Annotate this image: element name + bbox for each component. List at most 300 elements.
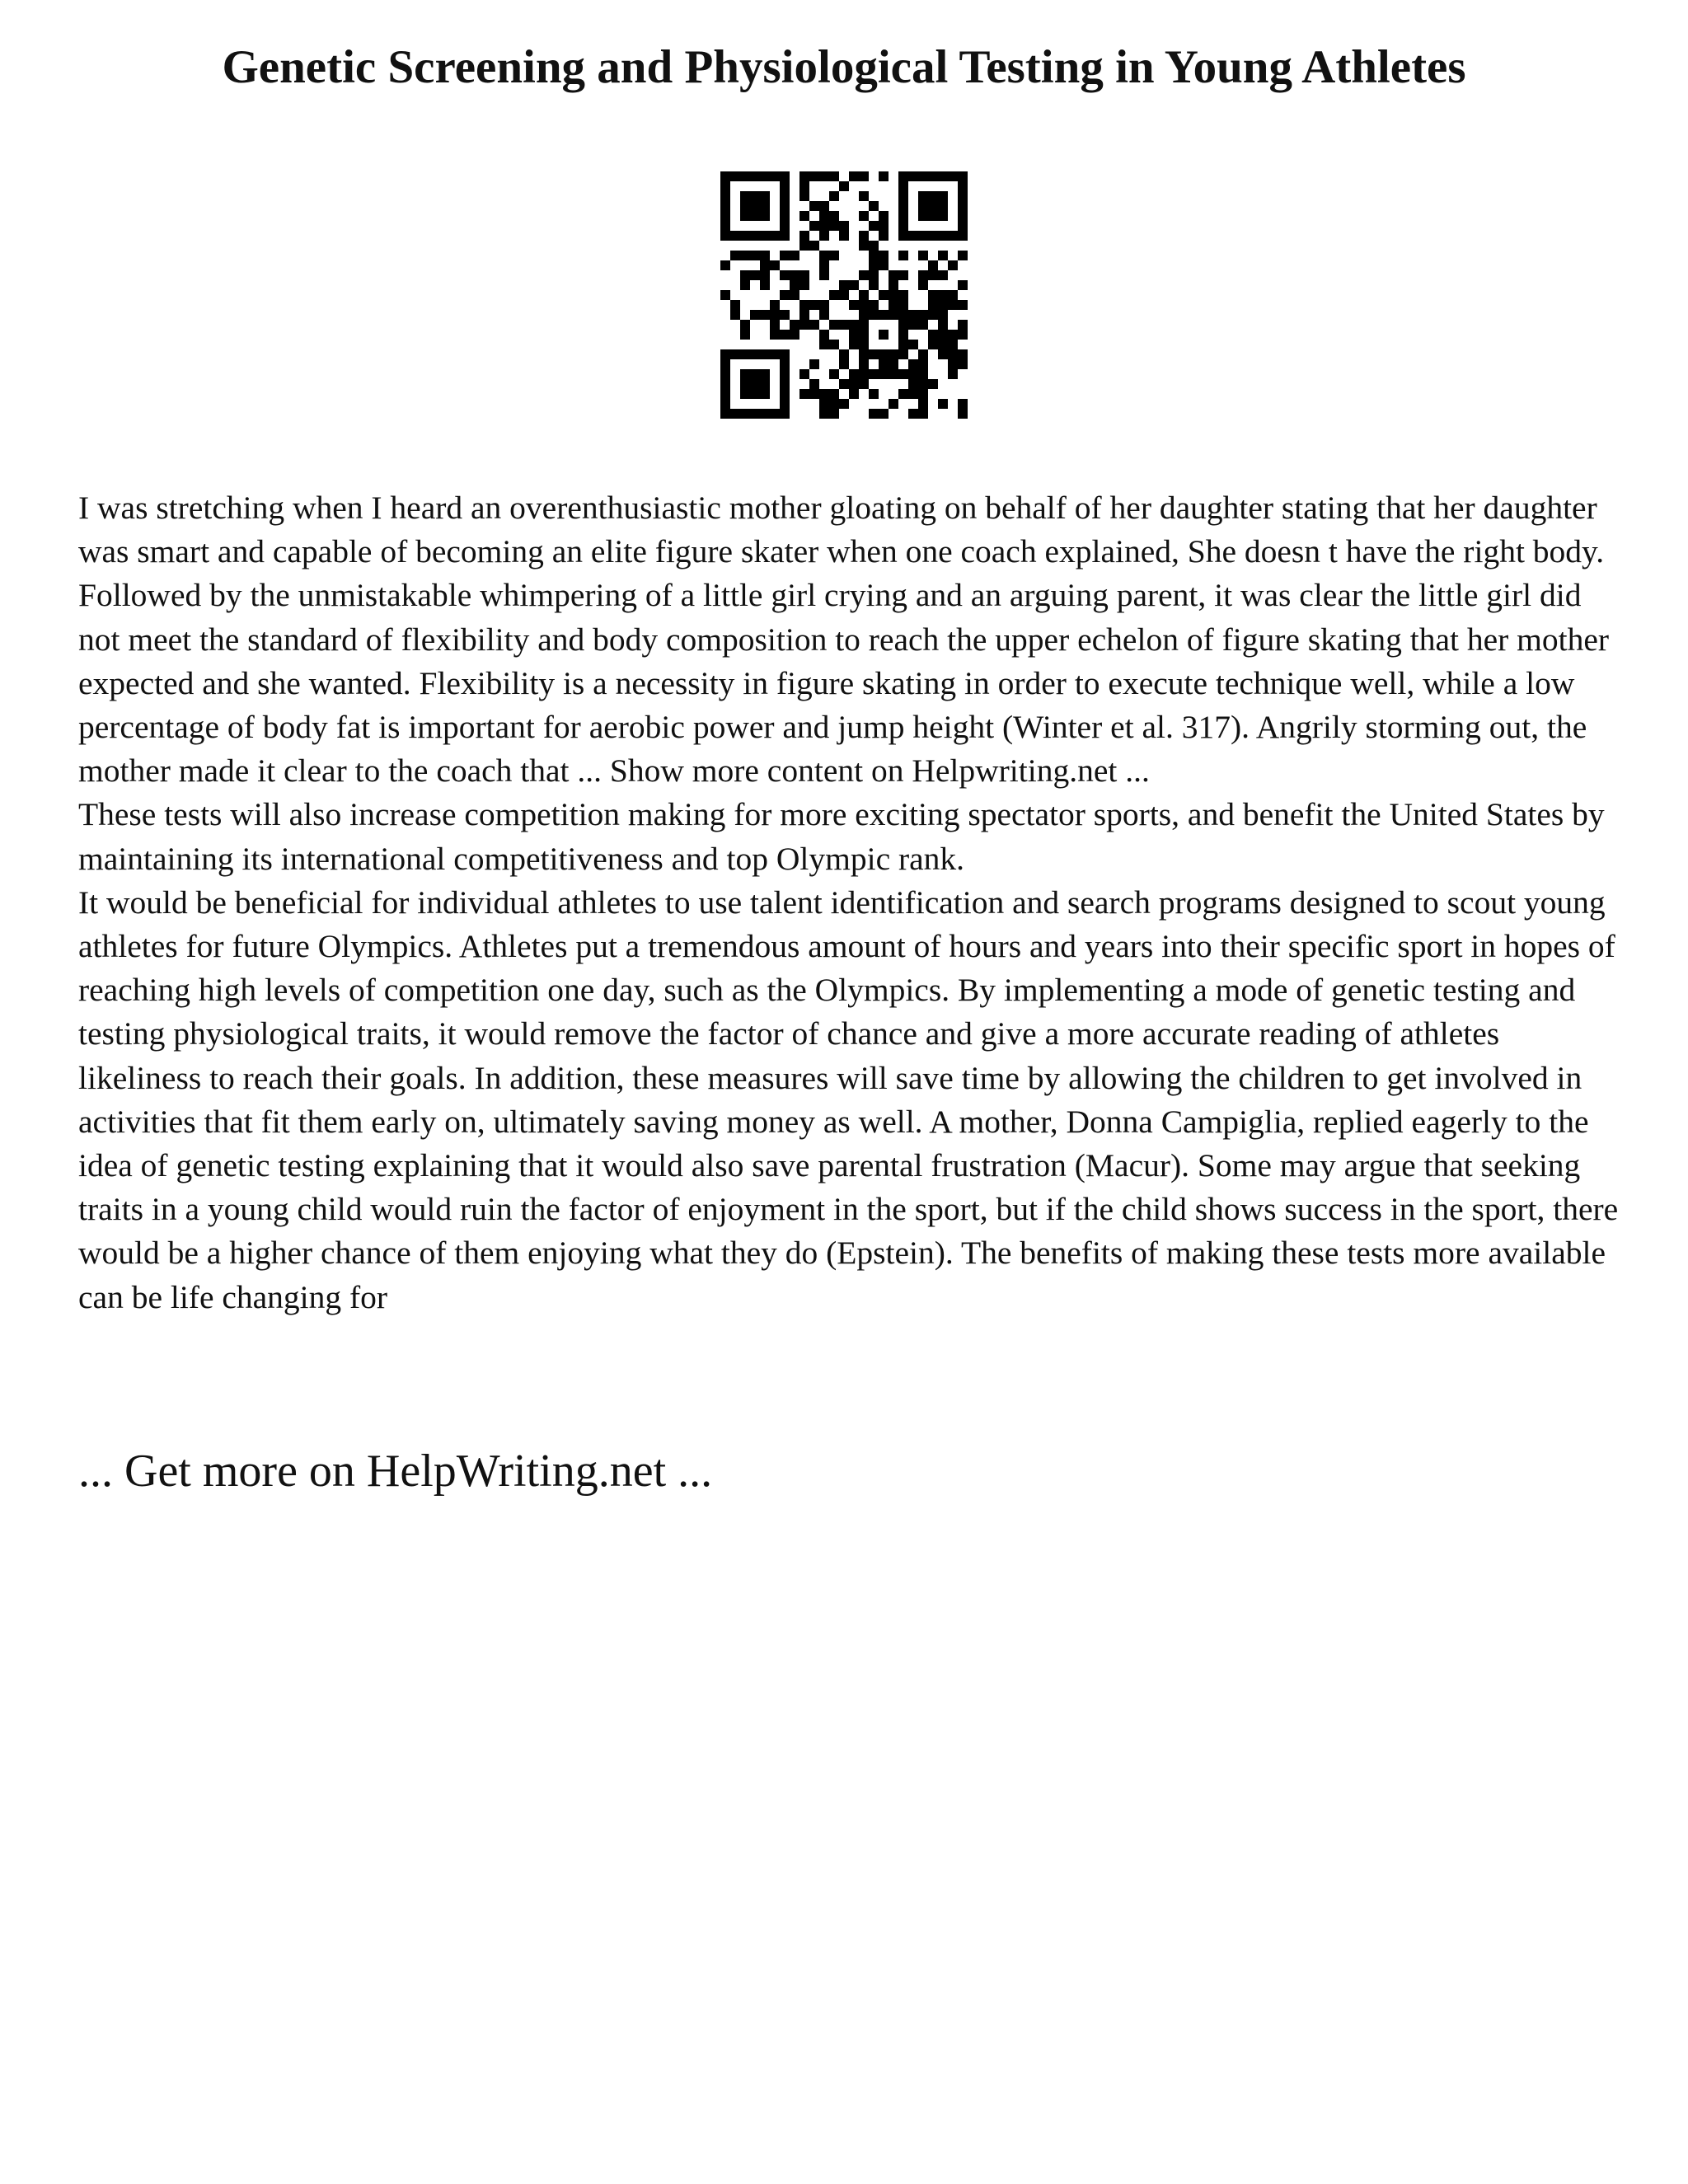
- qr-module: [799, 211, 809, 221]
- qr-module: [958, 359, 968, 369]
- qr-module: [958, 181, 968, 191]
- qr-module: [740, 280, 750, 290]
- qr-module: [859, 241, 869, 251]
- qr-module: [918, 399, 928, 409]
- qr-module: [809, 300, 819, 310]
- qr-module: [819, 171, 829, 181]
- qr-module: [819, 340, 829, 349]
- qr-module: [918, 171, 928, 181]
- qr-module: [898, 389, 908, 399]
- qr-module: [889, 300, 898, 310]
- qr-module: [770, 349, 780, 359]
- qr-module: [829, 409, 839, 419]
- qr-module: [740, 330, 750, 340]
- qr-module: [780, 270, 790, 280]
- qr-module: [908, 171, 918, 181]
- qr-module: [829, 251, 839, 260]
- qr-module: [898, 340, 908, 349]
- qr-module: [928, 379, 938, 389]
- qr-module: [898, 290, 908, 300]
- qr-module: [809, 201, 819, 211]
- qr-module: [849, 300, 859, 310]
- qr-module: [839, 280, 849, 290]
- qr-module: [859, 171, 869, 181]
- qr-module: [780, 310, 790, 320]
- qr-module: [948, 231, 958, 241]
- qr-module: [809, 359, 819, 369]
- qr-module: [730, 231, 740, 241]
- qr-module: [720, 399, 730, 409]
- qr-module: [819, 310, 829, 320]
- qr-module: [928, 270, 938, 280]
- qr-module: [750, 201, 760, 211]
- qr-module: [869, 409, 879, 419]
- qr-module: [770, 300, 780, 310]
- qr-module: [740, 270, 750, 280]
- qr-module: [760, 211, 770, 221]
- qr-module: [938, 201, 948, 211]
- qr-module: [819, 211, 829, 221]
- qr-module: [799, 389, 809, 399]
- qr-module: [859, 290, 869, 300]
- qr-module: [898, 231, 908, 241]
- qr-module: [760, 251, 770, 260]
- qr-module: [859, 300, 869, 310]
- qr-module: [839, 349, 849, 359]
- qr-module: [819, 300, 829, 310]
- qr-module: [958, 280, 968, 290]
- qr-module: [918, 409, 928, 419]
- qr-module: [799, 231, 809, 241]
- qr-module: [809, 171, 819, 181]
- qr-module: [948, 260, 958, 270]
- qr-module: [859, 191, 869, 201]
- qr-module: [908, 320, 918, 330]
- qr-module: [879, 409, 889, 419]
- qr-module: [720, 171, 730, 181]
- qr-module: [750, 211, 760, 221]
- qr-module: [720, 409, 730, 419]
- qr-module: [948, 349, 958, 359]
- qr-module: [879, 359, 889, 369]
- qr-module: [928, 171, 938, 181]
- qr-module: [869, 389, 879, 399]
- qr-module: [879, 211, 889, 221]
- qr-module: [740, 409, 750, 419]
- qr-module: [879, 231, 889, 241]
- qr-module: [869, 300, 879, 310]
- qr-module: [898, 349, 908, 359]
- qr-module: [938, 349, 948, 359]
- qr-module: [918, 201, 928, 211]
- qr-module: [938, 231, 948, 241]
- qr-module: [819, 201, 829, 211]
- qr-module: [799, 181, 809, 191]
- qr-module: [770, 231, 780, 241]
- qr-module: [869, 241, 879, 251]
- qr-module: [740, 191, 750, 201]
- qr-module: [908, 389, 918, 399]
- qr-module: [948, 330, 958, 340]
- qr-module: [770, 171, 780, 181]
- qr-module: [869, 349, 879, 359]
- qr-module: [740, 251, 750, 260]
- qr-module: [829, 320, 839, 330]
- qr-module: [938, 310, 948, 320]
- qr-module: [918, 369, 928, 379]
- qr-module: [869, 201, 879, 211]
- qr-module: [898, 171, 908, 181]
- qr-module: [799, 191, 809, 201]
- qr-module: [918, 349, 928, 359]
- qr-module: [869, 260, 879, 270]
- qr-module: [740, 231, 750, 241]
- qr-module: [958, 330, 968, 340]
- qr-module: [869, 280, 879, 290]
- qr-module: [958, 300, 968, 310]
- qr-module: [908, 379, 918, 389]
- qr-module: [799, 320, 809, 330]
- qr-module: [780, 181, 790, 191]
- qr-module: [898, 211, 908, 221]
- qr-module: [829, 211, 839, 221]
- qr-module: [928, 310, 938, 320]
- qr-module: [780, 399, 790, 409]
- qr-module: [829, 399, 839, 409]
- qr-module: [859, 310, 869, 320]
- qr-module: [898, 270, 908, 280]
- qr-module: [839, 359, 849, 369]
- qr-module: [819, 221, 829, 231]
- qr-module: [869, 369, 879, 379]
- qr-module: [928, 211, 938, 221]
- qr-module: [859, 211, 869, 221]
- qr-module: [928, 260, 938, 270]
- qr-module: [869, 310, 879, 320]
- qr-module: [740, 349, 750, 359]
- qr-module: [819, 409, 829, 419]
- qr-module: [859, 340, 869, 349]
- qr-module: [938, 330, 948, 340]
- qr-module: [760, 201, 770, 211]
- qr-module: [780, 171, 790, 181]
- qr-module: [799, 270, 809, 280]
- qr-module: [750, 231, 760, 241]
- qr-module: [938, 191, 948, 201]
- qr-module: [750, 270, 760, 280]
- qr-module: [799, 369, 809, 379]
- qr-module: [780, 379, 790, 389]
- qr-module: [958, 201, 968, 211]
- qr-module: [898, 330, 908, 340]
- qr-module: [760, 310, 770, 320]
- qr-module: [790, 330, 799, 340]
- qr-module: [760, 260, 770, 270]
- qr-module: [889, 369, 898, 379]
- qr-module: [780, 201, 790, 211]
- qr-module: [829, 389, 839, 399]
- qr-module: [780, 389, 790, 399]
- qr-module: [938, 399, 948, 409]
- qr-module: [958, 221, 968, 231]
- qr-module: [958, 191, 968, 201]
- qr-module: [879, 260, 889, 270]
- qr-module: [720, 191, 730, 201]
- qr-module: [780, 211, 790, 221]
- qr-module: [918, 379, 928, 389]
- qr-module: [898, 320, 908, 330]
- qr-module: [869, 221, 879, 231]
- qr-module: [780, 290, 790, 300]
- qr-module: [958, 320, 968, 330]
- qr-module: [839, 221, 849, 231]
- qr-module: [750, 389, 760, 399]
- qr-module: [908, 369, 918, 379]
- qr-module: [780, 191, 790, 201]
- qr-module: [898, 251, 908, 260]
- qr-module: [908, 340, 918, 349]
- qr-module: [918, 211, 928, 221]
- qr-module: [720, 290, 730, 300]
- qr-module: [760, 280, 770, 290]
- qr-module: [918, 320, 928, 330]
- qr-module: [839, 231, 849, 241]
- qr-module: [760, 389, 770, 399]
- qr-module: [849, 280, 859, 290]
- qr-module: [849, 171, 859, 181]
- qr-module: [948, 290, 958, 300]
- qr-module: [780, 359, 790, 369]
- qr-module: [849, 340, 859, 349]
- qr-module: [770, 320, 780, 330]
- qr-module: [839, 399, 849, 409]
- qr-module: [958, 251, 968, 260]
- qr-module: [879, 171, 889, 181]
- qr-module: [720, 349, 730, 359]
- qr-module: [938, 290, 948, 300]
- qr-module: [938, 300, 948, 310]
- qr-module: [889, 280, 898, 290]
- qr-module: [908, 310, 918, 320]
- qr-module: [720, 369, 730, 379]
- qr-module: [938, 320, 948, 330]
- qr-module: [879, 349, 889, 359]
- qr-module: [849, 379, 859, 389]
- qr-module: [859, 231, 869, 241]
- qr-module: [819, 260, 829, 270]
- qr-module: [799, 280, 809, 290]
- qr-module: [750, 191, 760, 201]
- paragraph-intro: I was stretching when I heard an overenthusiastic mother gloating on behalf of her daughter stating that her daughter was smart and capable of becoming an elite figure skater when one coach explained, She doesn t have the right body. Followed by the unmistakable whimpering of a little girl crying and an arguing parent, it was clear the little girl did not meet the standard of flexibility and body composition to reach the upper echelon of figure skating that her mother expected and she wanted. Flexibility is a necessity in figure skating in order to execute technique well, while a low percentage of body fat is important for aerobic power and jump height (Winter et al. 317). Angrily storming out, the mother made it clear to the coach that ... Show more content on Helpwriting.net ...: [78, 490, 1610, 790]
- qr-module: [720, 181, 730, 191]
- qr-module: [898, 181, 908, 191]
- qr-module: [750, 379, 760, 389]
- qr-module: [908, 409, 918, 419]
- qr-module: [760, 369, 770, 379]
- qr-module: [918, 270, 928, 280]
- qr-module: [740, 211, 750, 221]
- qr-module: [918, 251, 928, 260]
- qr-module: [740, 201, 750, 211]
- qr-module: [720, 389, 730, 399]
- qr-module: [770, 310, 780, 320]
- qr-module: [869, 251, 879, 260]
- qr-module: [889, 310, 898, 320]
- qr-module: [889, 270, 898, 280]
- qr-module: [780, 349, 790, 359]
- qr-module: [849, 369, 859, 379]
- qr-module: [948, 300, 958, 310]
- qr-module: [849, 389, 859, 399]
- qr-module: [750, 171, 760, 181]
- qr-module: [809, 221, 819, 231]
- qr-module: [720, 201, 730, 211]
- qr-module: [928, 340, 938, 349]
- qr-module: [918, 231, 928, 241]
- qr-module: [918, 191, 928, 201]
- qr-module: [948, 369, 958, 379]
- qr-module: [839, 290, 849, 300]
- qr-module: [730, 349, 740, 359]
- qr-module: [958, 211, 968, 221]
- qr-module: [849, 330, 859, 340]
- qr-module: [819, 270, 829, 280]
- qr-module: [889, 349, 898, 359]
- qr-module: [869, 270, 879, 280]
- qr-module: [829, 340, 839, 349]
- qr-module: [958, 171, 968, 181]
- qr-module: [819, 389, 829, 399]
- document-title: Genetic Screening and Physiological Testing in Young Athletes: [222, 41, 1466, 93]
- qr-module: [958, 349, 968, 359]
- get-more-link[interactable]: ... Get more on HelpWriting.net ...: [78, 1446, 713, 1497]
- qr-module: [898, 300, 908, 310]
- qr-module: [938, 251, 948, 260]
- qr-module: [720, 379, 730, 389]
- qr-module: [740, 379, 750, 389]
- qr-module: [760, 231, 770, 241]
- qr-module: [760, 409, 770, 419]
- qr-module: [898, 369, 908, 379]
- qr-module: [829, 369, 839, 379]
- qr-module: [889, 359, 898, 369]
- qr-module: [750, 251, 760, 260]
- qr-module: [849, 320, 859, 330]
- qr-module: [760, 349, 770, 359]
- qr-module: [898, 221, 908, 231]
- qr-module: [928, 300, 938, 310]
- qr-module: [948, 171, 958, 181]
- qr-module: [790, 280, 799, 290]
- qr-module: [859, 359, 869, 369]
- qr-module: [780, 330, 790, 340]
- qr-code-icon: [720, 171, 968, 419]
- qr-module: [918, 359, 928, 369]
- qr-module: [730, 300, 740, 310]
- qr-module: [879, 310, 889, 320]
- qr-module: [750, 349, 760, 359]
- qr-module: [799, 171, 809, 181]
- qr-module: [829, 171, 839, 181]
- qr-module: [720, 211, 730, 221]
- qr-module: [720, 260, 730, 270]
- qr-module: [928, 191, 938, 201]
- qr-module: [918, 280, 928, 290]
- qr-module: [908, 359, 918, 369]
- qr-module: [740, 369, 750, 379]
- qr-module: [799, 310, 809, 320]
- qr-module: [790, 251, 799, 260]
- qr-module: [730, 251, 740, 260]
- paragraph-competition: These tests will also increase competition making for more exciting spectator sports, and benefit the United States by maintaining its international competitiveness and top Olympic rank.: [78, 796, 1605, 877]
- qr-module: [879, 330, 889, 340]
- qr-module: [770, 330, 780, 340]
- qr-module: [928, 231, 938, 241]
- qr-module: [730, 310, 740, 320]
- qr-module: [958, 409, 968, 419]
- qr-module: [750, 369, 760, 379]
- qr-module: [740, 389, 750, 399]
- qr-module: [720, 221, 730, 231]
- qr-module: [760, 379, 770, 389]
- qr-module: [720, 359, 730, 369]
- qr-module: [938, 211, 948, 221]
- qr-module: [809, 389, 819, 399]
- qr-module: [760, 191, 770, 201]
- qr-module: [928, 330, 938, 340]
- qr-module: [740, 320, 750, 330]
- qr-module: [839, 181, 849, 191]
- qr-module: [799, 241, 809, 251]
- qr-module: [908, 231, 918, 241]
- qr-module: [859, 369, 869, 379]
- qr-module: [918, 310, 928, 320]
- qr-module: [770, 409, 780, 419]
- qr-module: [780, 369, 790, 379]
- qr-module: [879, 251, 889, 260]
- qr-module: [918, 389, 928, 399]
- qr-module: [938, 270, 948, 280]
- qr-module: [760, 270, 770, 280]
- qr-module: [938, 171, 948, 181]
- qr-module: [829, 290, 839, 300]
- qr-module: [948, 340, 958, 349]
- qr-module: [819, 251, 829, 260]
- qr-module: [780, 251, 790, 260]
- qr-module: [829, 221, 839, 231]
- qr-module: [879, 221, 889, 231]
- qr-module: [928, 290, 938, 300]
- qr-module: [938, 340, 948, 349]
- paragraph-talent-identification: It would be beneficial for individual athletes to use talent identification and search programs designed to scout young athletes for future Olympics. Athletes put a tremendous amount of hours and years into their specific sport in hopes of reaching high levels of competition one day, such as the Olympics. By implementing a mode of genetic testing and testing physiological traits, it would remove the factor of chance and give a more accurate reading of athletes likeliness to reach their goals. In addition, these measures will save time by allowing the children to get involved in activities that fit them early on, ultimately saving money as well. A mother, Donna Campiglia, replied eagerly to the idea of genetic testing explaining that it would also save parental frustration (Macur). Some may argue that seeking traits in a young child would ruin the factor of enjoyment in the sport, but if the child shows success in the sport, there would be a higher chance of them enjoying what they do (Epstein). The benefits of making these tests more available can be life changing for: [78, 883, 1619, 1315]
- qr-module: [720, 231, 730, 241]
- qr-module: [730, 409, 740, 419]
- qr-module: [839, 379, 849, 389]
- qr-module: [879, 369, 889, 379]
- qr-module: [809, 379, 819, 389]
- qr-module: [829, 191, 839, 201]
- qr-module: [859, 349, 869, 359]
- qr-module: [948, 359, 958, 369]
- qr-module: [750, 409, 760, 419]
- qr-module: [859, 270, 869, 280]
- qr-module: [958, 231, 968, 241]
- qr-module: [879, 290, 889, 300]
- qr-module: [780, 409, 790, 419]
- qr-module: [780, 221, 790, 231]
- qr-module: [859, 330, 869, 340]
- qr-module: [740, 171, 750, 181]
